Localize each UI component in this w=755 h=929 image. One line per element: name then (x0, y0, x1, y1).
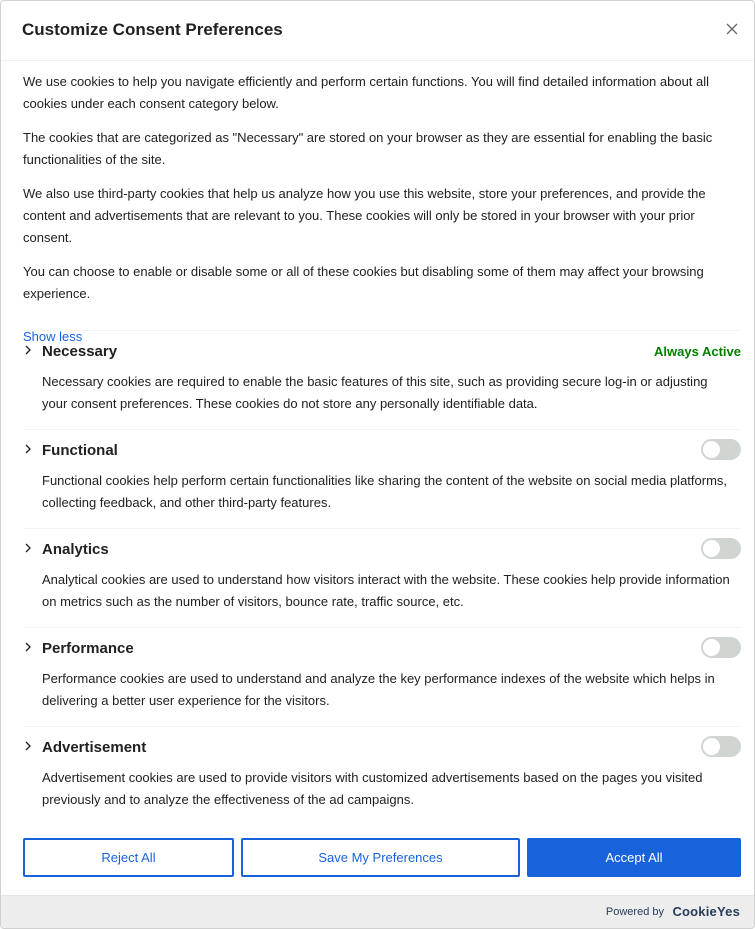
toggle-knob (703, 639, 720, 656)
intro-paragraph-3: We also use third-party cookies that help us analyze how you use this website, store your preferences, and provide the content and advertisements that are relevant to you. These cookies will only be stored in your browser with your prior consent. (23, 186, 706, 245)
chevron-right-icon[interactable] (23, 444, 33, 454)
accept-all-button[interactable]: Accept All (527, 838, 741, 877)
category-header-analytics[interactable] (23, 529, 741, 569)
intro-section (23, 71, 739, 346)
intro-paragraph-2: The cookies that are categorized as "Necessary" are stored on your browser as they are essential for enabling the basic functionalities of the site. (23, 130, 713, 167)
category-analytics (23, 528, 741, 627)
category-description: Functional cookies help perform certain functionalities like sharing the content of the website on social media platforms, collecting feedback, and other third-party features. (42, 473, 728, 510)
category-header-performance[interactable] (23, 628, 741, 668)
close-icon[interactable] (724, 21, 740, 37)
modal-title: Customize Consent Preferences (22, 20, 283, 39)
category-title: Functional (42, 442, 118, 459)
category-title: Necessary (42, 343, 118, 360)
chevron-right-icon[interactable] (23, 345, 33, 355)
category-description: Necessary cookies are required to enable the basic features of this site, such as providing secure log-in or adjusting your consent preferences. These cookies do not store any personally identifiable data. (42, 374, 708, 411)
category-performance (23, 627, 741, 726)
advertisement-toggle[interactable] (701, 736, 741, 757)
analytics-toggle[interactable] (701, 538, 741, 559)
modal-header (1, 1, 754, 61)
reject-all-button[interactable]: Reject All (23, 838, 234, 877)
category-header-functional[interactable] (23, 430, 741, 470)
powered-by-label: Powered by (605, 906, 664, 918)
category-header-advertisement[interactable] (23, 727, 741, 767)
modal-footer (1, 895, 754, 928)
cookieyes-logo[interactable]: CookieYes (672, 904, 740, 919)
category-necessary (23, 330, 741, 429)
action-buttons (23, 838, 741, 877)
category-header-necessary[interactable] (23, 331, 741, 371)
save-preferences-button[interactable]: Save My Preferences (241, 838, 520, 877)
performance-toggle[interactable] (701, 637, 741, 658)
intro-paragraph-4: You can choose to enable or disable some or all of these cookies but disabling some of them may affect your browsing experience. (23, 264, 704, 301)
category-title: Advertisement (42, 739, 147, 756)
toggle-knob (703, 738, 720, 755)
show-less-link[interactable]: Show less (23, 329, 83, 344)
intro-paragraph-1: We use cookies to help you navigate efficiently and perform certain functions. You will find detailed information about all cookies under each consent category below. (23, 74, 710, 111)
chevron-right-icon[interactable] (23, 642, 33, 652)
category-description: Analytical cookies are used to understand how visitors interact with the website. These cookies help provide information on metrics such as the number of visitors, bounce rate, traffic source, etc. (42, 572, 730, 609)
category-title: Analytics (42, 541, 109, 558)
toggle-knob (703, 441, 720, 458)
category-advertisement (23, 726, 741, 825)
toggle-knob (703, 540, 720, 557)
category-description: Performance cookies are used to understand and analyze the key performance indexes of the website which helps in delivering a better user experience for the visitors. (42, 671, 715, 708)
chevron-right-icon[interactable] (23, 741, 33, 751)
category-functional (23, 429, 741, 528)
category-list (23, 330, 741, 825)
category-description: Advertisement cookies are used to provide visitors with customized advertisements based on the pages you visited previously and to analyze the effectiveness of the ad campaigns. (42, 770, 703, 807)
always-active-badge: Always Active (654, 344, 741, 359)
functional-toggle[interactable] (701, 439, 741, 460)
category-title: Performance (42, 640, 134, 657)
chevron-right-icon[interactable] (23, 543, 33, 553)
